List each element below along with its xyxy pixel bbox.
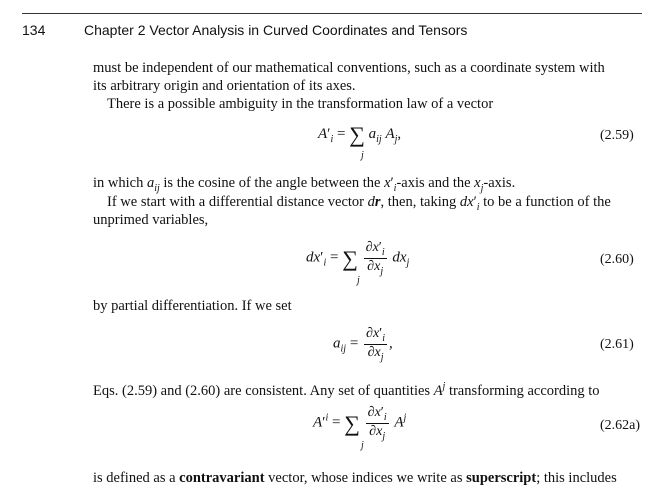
sum-index: j [357,275,360,286]
sum-index: j [361,440,364,451]
equation-2-62a: $A'^i$ = ∑ $\frac{\partial x'_i}{\partial x_j}$ $A^j$ [313,405,407,442]
paragraph-line: unprimed variables, [93,212,209,228]
equation-number: (2.61) [600,337,634,352]
header-rule [22,13,642,14]
paragraph-line: is defined as a contravariant vector, whose indices we write as superscript; this includes [93,470,617,486]
equation-2-59: $A'_i$ = ∑ $a_{ij}$ $A_j$, [318,122,402,147]
chapter-title: Chapter 2 Vector Analysis in Curved Coordinates and Tensors [84,22,468,38]
paragraph-line: Eqs. (2.59) and (2.60) are consistent. Any set of quantities $A^j$ transforming according to [93,381,600,399]
equation-2-61: $a_{ij}$ = $\frac{\partial x'_i}{\partial x_j}$ , [333,326,393,363]
equation-number: (2.62a) [600,418,641,433]
paragraph-line: must be independent of our mathematical conventions, such as a coordinate system with [93,60,605,76]
equation-number: (2.60) [600,252,634,267]
sum-index: j [361,150,364,161]
equation-2-60: $dx'_i$ = ∑ $\frac{\partial x'_i}{\partial x_j}$ $dx_j$ [306,240,410,277]
paragraph-line: by partial differentiation. If we set [93,298,292,314]
equation-number: (2.59) [600,128,634,143]
page-number: 134 [22,22,46,38]
paragraph-line: in which $a_{ij}$ is the cosine of the angle between the $x'_i$-axis and the $x_j$-axis. [93,175,516,194]
paragraph-line: If we start with a differential distance vector dr, then, taking $dx'_i$ to be a function of the [107,194,611,213]
paragraph-line: its arbitrary origin and orientation of its axes. [93,78,356,94]
paragraph-line: There is a possible ambiguity in the transformation law of a vector [107,96,494,112]
page-header [0,0,672,44]
